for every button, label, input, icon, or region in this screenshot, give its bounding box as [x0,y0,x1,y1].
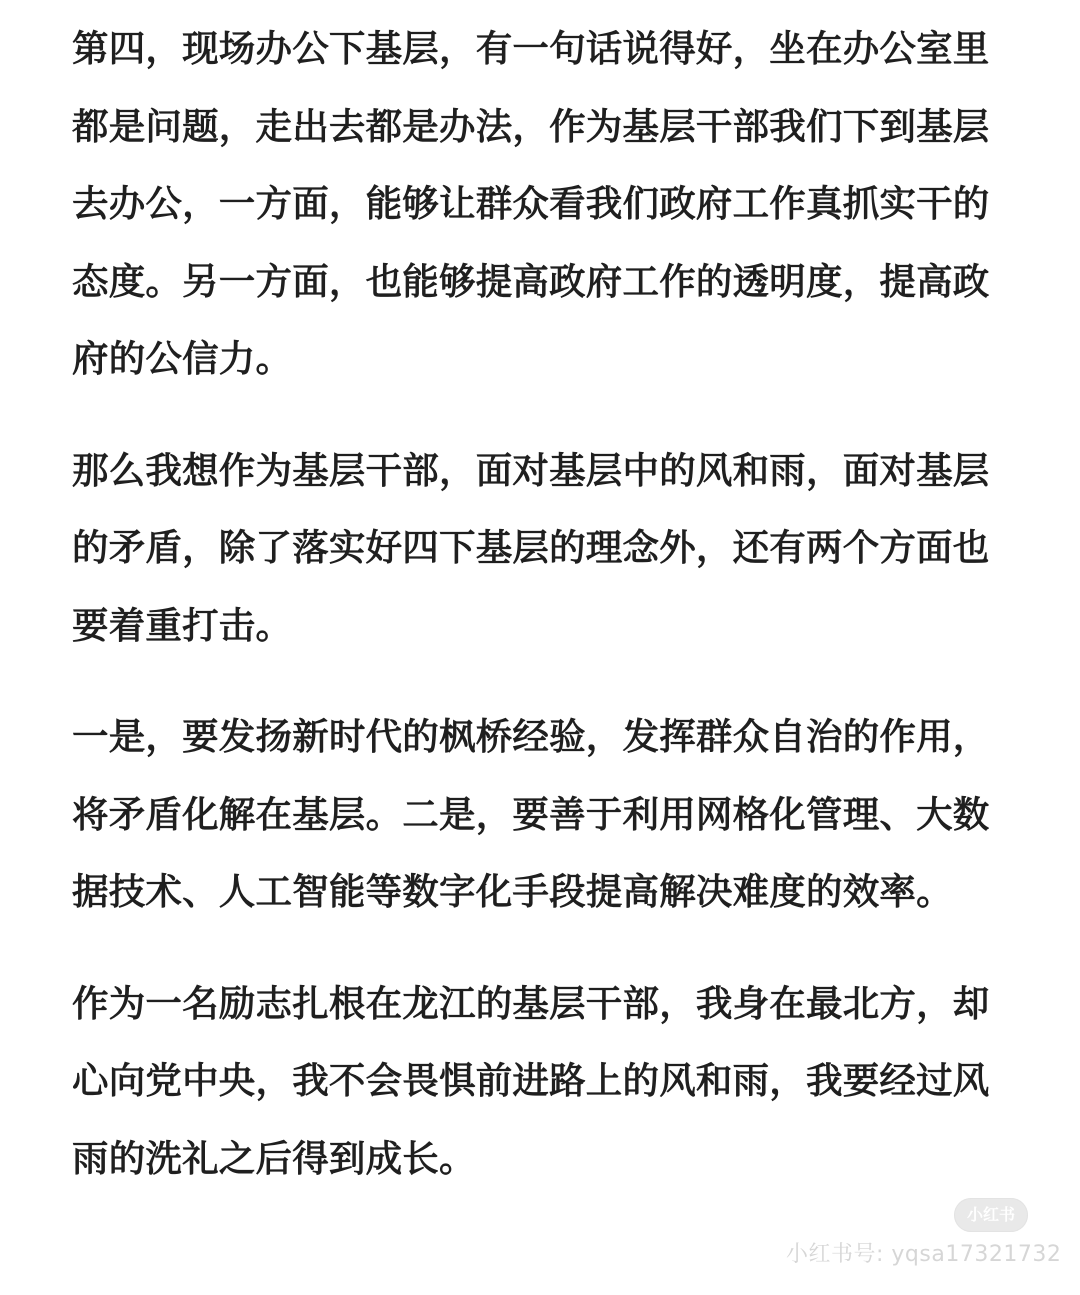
text-line: 要着重打击。 [72,603,293,647]
text-line: 将矛盾化解在基层。二是，要善于利用网格化管理、大数 [72,792,990,836]
text-line: 府的公信力。 [72,337,293,380]
text-line: 那么我想作为基层干部，面对基层中的风和雨，面对基层 [72,448,990,492]
text-line: 去办公，一方面，能够让群众看我们政府工作真抓实干的 [72,182,990,225]
text-line: 一是，要发扬新时代的枫桥经验，发挥群众自治的作用， [72,715,990,758]
paragraph-4 [72,965,1012,1198]
text-line: 心向党中央，我不会畏惧前进路上的风和雨，我要经过风 [72,1059,990,1102]
paragraph-1 [72,10,1012,398]
watermark-id: 小红书号: yqsa17321732 [786,1242,1062,1267]
text-line: 雨的洗礼之后得到成长。 [72,1136,476,1180]
text-line: 第四，现场办公下基层，有一句话说得好，坐在办公室里 [72,27,990,70]
paragraph-3 [72,698,1012,931]
text-line: 态度。另一方面，也能够提高政府工作的透明度，提高政 [72,259,990,303]
text-line: 的矛盾，除了落实好四下基层的理念外，还有两个方面也 [72,526,990,569]
text-line: 据技术、人工智能等数字化手段提高解决难度的效率。 [72,870,953,913]
paragraph-2 [72,432,1012,665]
text-line: 都是问题，走出去都是办法，作为基层干部我们下到基层 [72,104,990,148]
article-body [72,10,1012,1231]
xiaohongshu-logo: 小红书 [954,1198,1028,1232]
xiaohongshu-watermark [786,1198,1062,1268]
text-line: 作为一名励志扎根在龙江的基层干部，我身在最北方，却 [72,981,990,1025]
